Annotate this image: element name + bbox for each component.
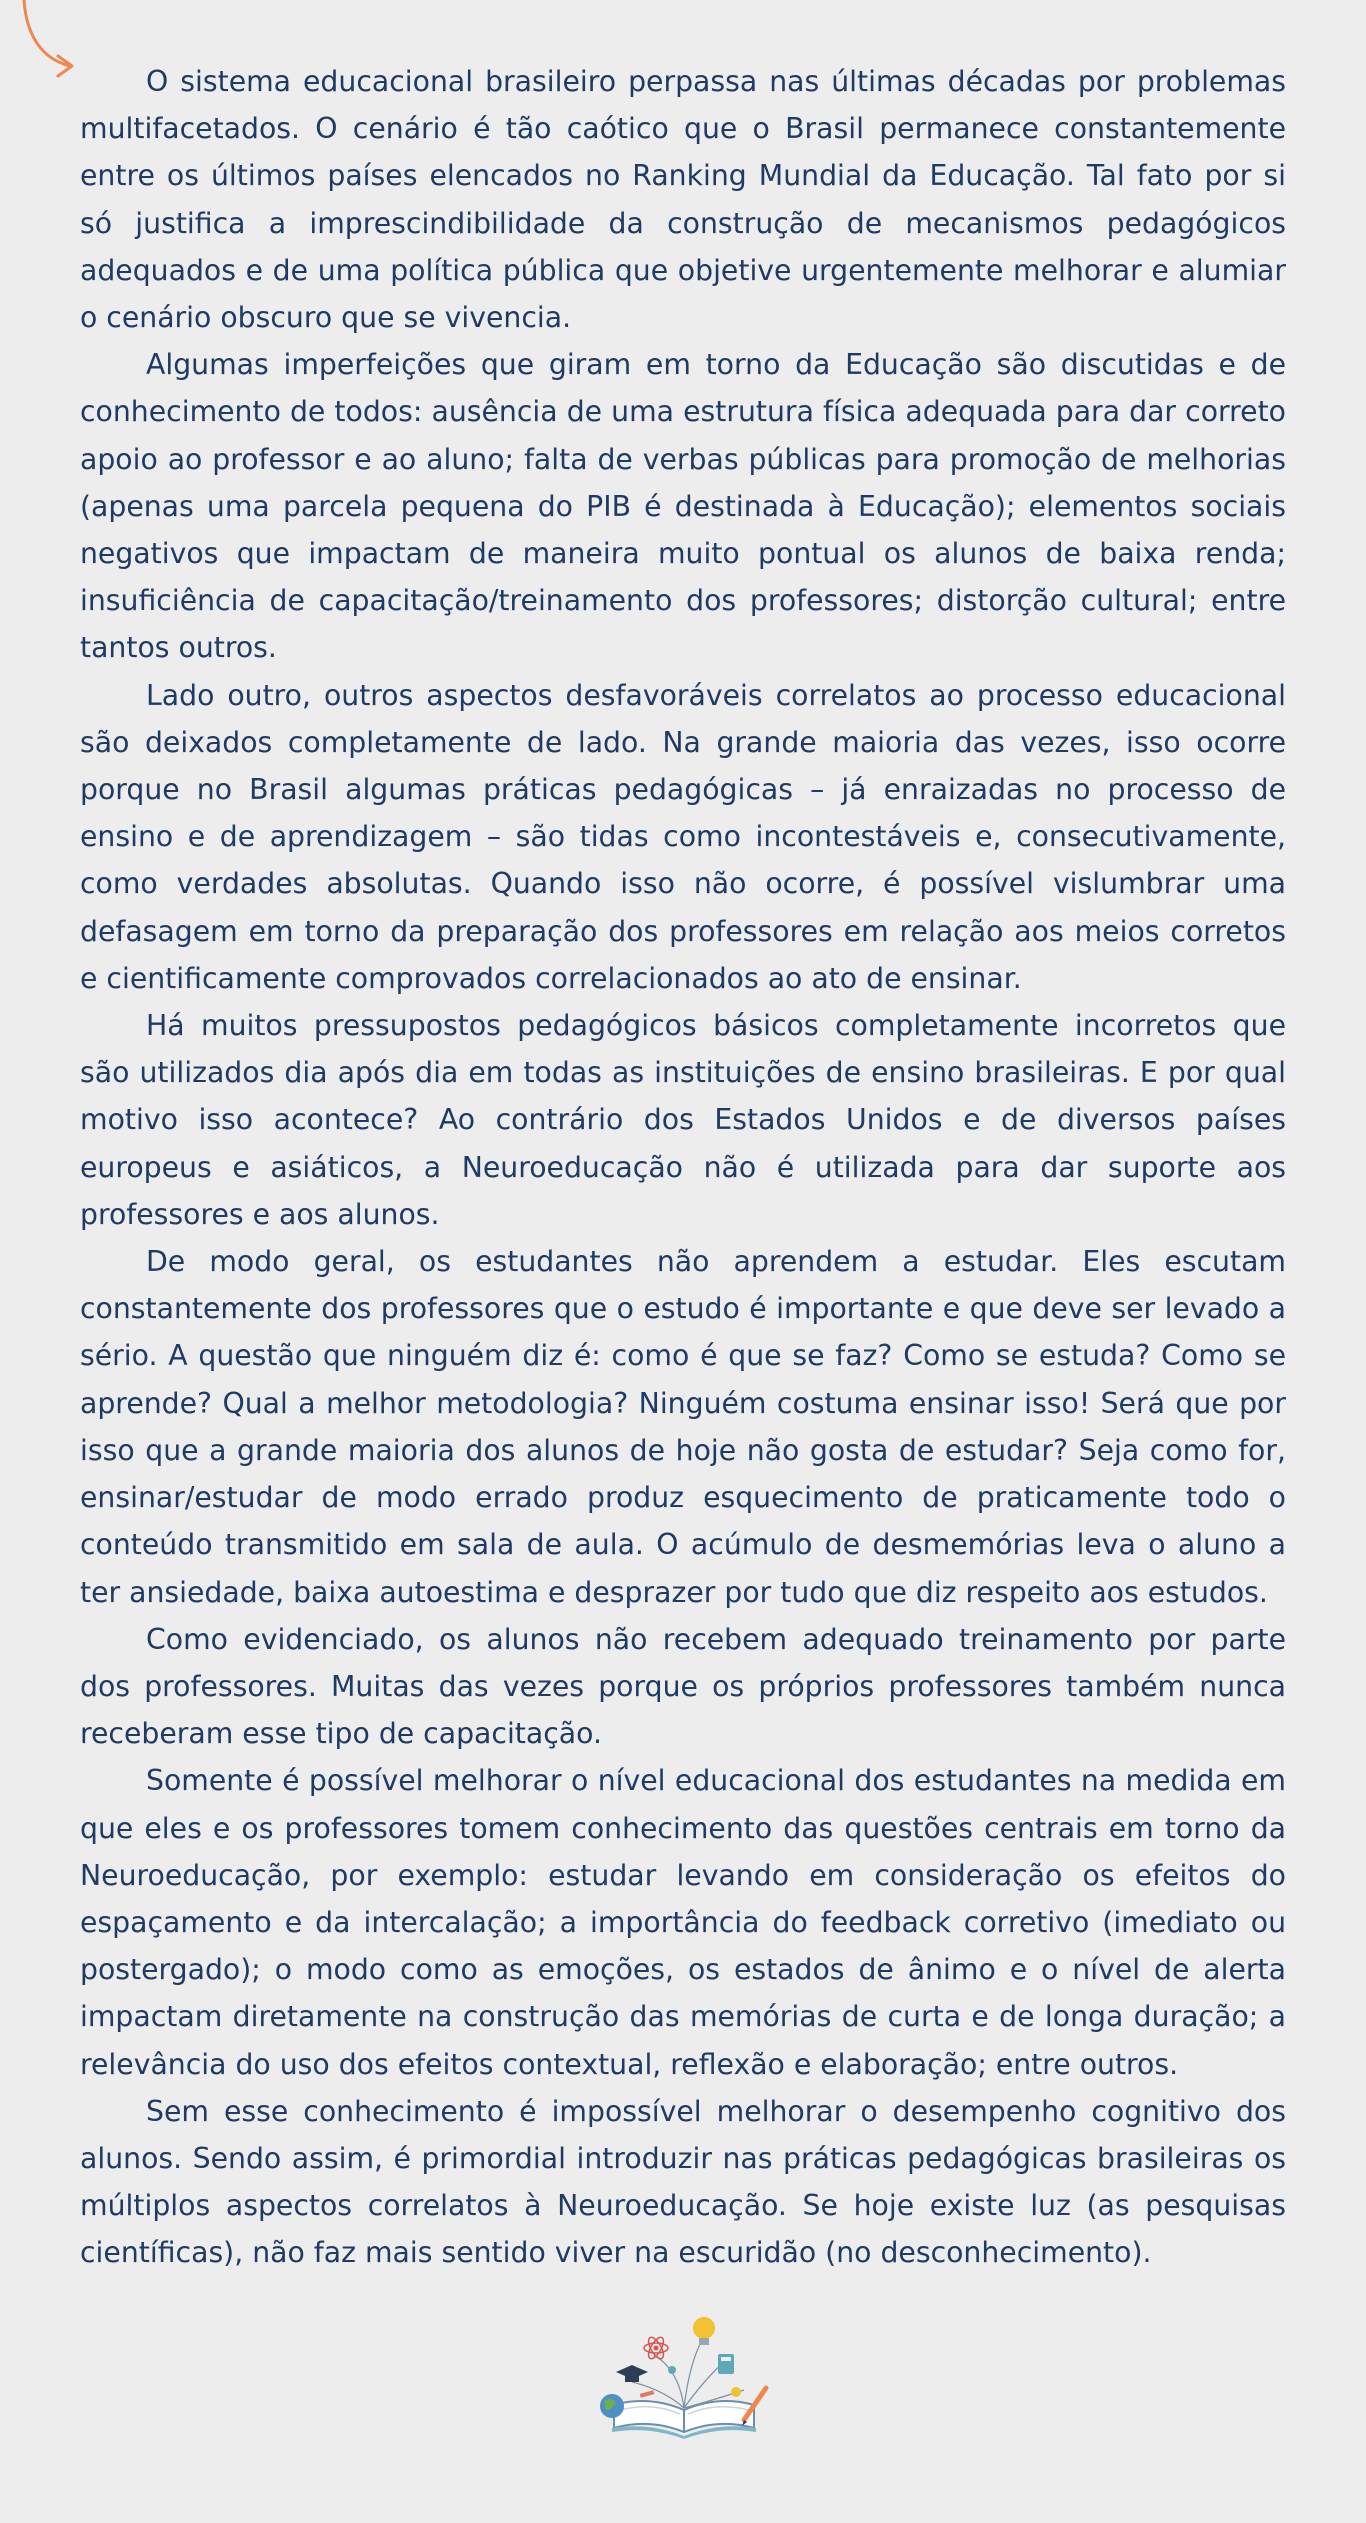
curved-arrow-icon: [18, 0, 78, 80]
paragraph: Algumas imperfeições que giram em torno da Educação são discutidas e de conhecimento de todos: ausência de uma estrutura física adequada para dar correto apoio ao professor e ao aluno; falta de verbas públicas para promoção de melhorias (apenas uma parcela pequena do PIB é destinada à Educação); elementos sociais negativos que impactam de maneira muito pontual os alunos de baixa renda; insuficiência de capacitação/treinamento dos professores; distorção cultural; entre tantos outros.: [80, 348, 1286, 665]
paragraph: Como evidenciado, os alunos não recebem adequado treinamento por parte dos professores. Muitas das vezes porque os próprios professores também nunca receberam esse tipo de capacitação.: [80, 1622, 1286, 1751]
paragraph: De modo geral, os estudantes não aprendem a estudar. Eles escutam constantemente dos professores que o estudo é importante e que deve ser levado a sério. A questão que ninguém diz é: como é que se faz? Como se estuda? Como se aprende? Qual a melhor metodologia? Ninguém costuma ensinar isso! Será que por isso que a grande maioria dos alunos de hoje não gosta de estudar? Seja como for, ensinar/estudar de modo errado produz esquecimento de praticamente todo o conteúdo transmitido em sala de aula. O acúmulo de desmemórias leva o aluno a ter ansiedade, baixa autoestima e desprazer por tudo que diz respeito aos estudos.: [80, 1245, 1286, 1609]
paragraph: Sem esse conhecimento é impossível melhorar o desempenho cognitivo dos alunos. Sendo assim, é primordial introduzir nas práticas pedagógicas brasileiras os múltiplos aspectos correlatos à Neuroeducação. Se hoje existe luz (as pesquisas científicas), não faz mais sentido viver na escuridão (no desconhecimento).: [80, 2094, 1286, 2270]
paragraph: Somente é possível melhorar o nível educacional dos estudantes na medida em que eles e os professores tomem conhecimento das questões centrais em torno da Neuroeducação, por exemplo: estudar levando em consideração os efeitos do espaçamento e da intercalação; a importância do feedback corretivo (imediato ou postergado); o modo como as emoções, os estados de ânimo e o nível de alerta impactam diretamente na construção das memórias de curta e de longa duração; a relevância do uso dos efeitos contextual, reflexão e elaboração; entre outros.: [80, 1764, 1286, 2081]
paragraph: O sistema educacional brasileiro perpassa nas últimas décadas por problemas multifacetados. O cenário é tão caótico que o Brasil permanece constantemente entre os últimos países elencados no Ranking Mundial da Educação. Tal fato por si só justifica a imprescindibilidade da construção de mecanismos pedagógicos adequados e de uma política pública que objetive urgentemente melhorar e alumiar o cenário obscuro que se vivencia.: [80, 65, 1286, 335]
open-book-education-icon: [594, 2310, 774, 2440]
article-body: [80, 58, 1286, 2277]
paragraph: Há muitos pressupostos pedagógicos básicos completamente incorretos que são utilizados dia após dia em todas as instituições de ensino brasileiras. E por qual motivo isso acontece? Ao contrário dos Estados Unidos e de diversos países europeus e asiáticos, a Neuroeducação não é utilizada para dar suporte aos professores e aos alunos.: [80, 1009, 1286, 1231]
paragraph: Lado outro, outros aspectos desfavoráveis correlatos ao processo educacional são deixados completamente de lado. Na grande maioria das vezes, isso ocorre porque no Brasil algumas práticas pedagógicas – já enraizadas no processo de ensino e de aprendizagem – são tidas como incontestáveis e, consecutivamente, como verdades absolutas. Quando isso não ocorre, é possível vislumbrar uma defasagem em torno da preparação dos professores em relação aos meios corretos e cientificamente comprovados correlacionados ao ato de ensinar.: [80, 678, 1286, 995]
